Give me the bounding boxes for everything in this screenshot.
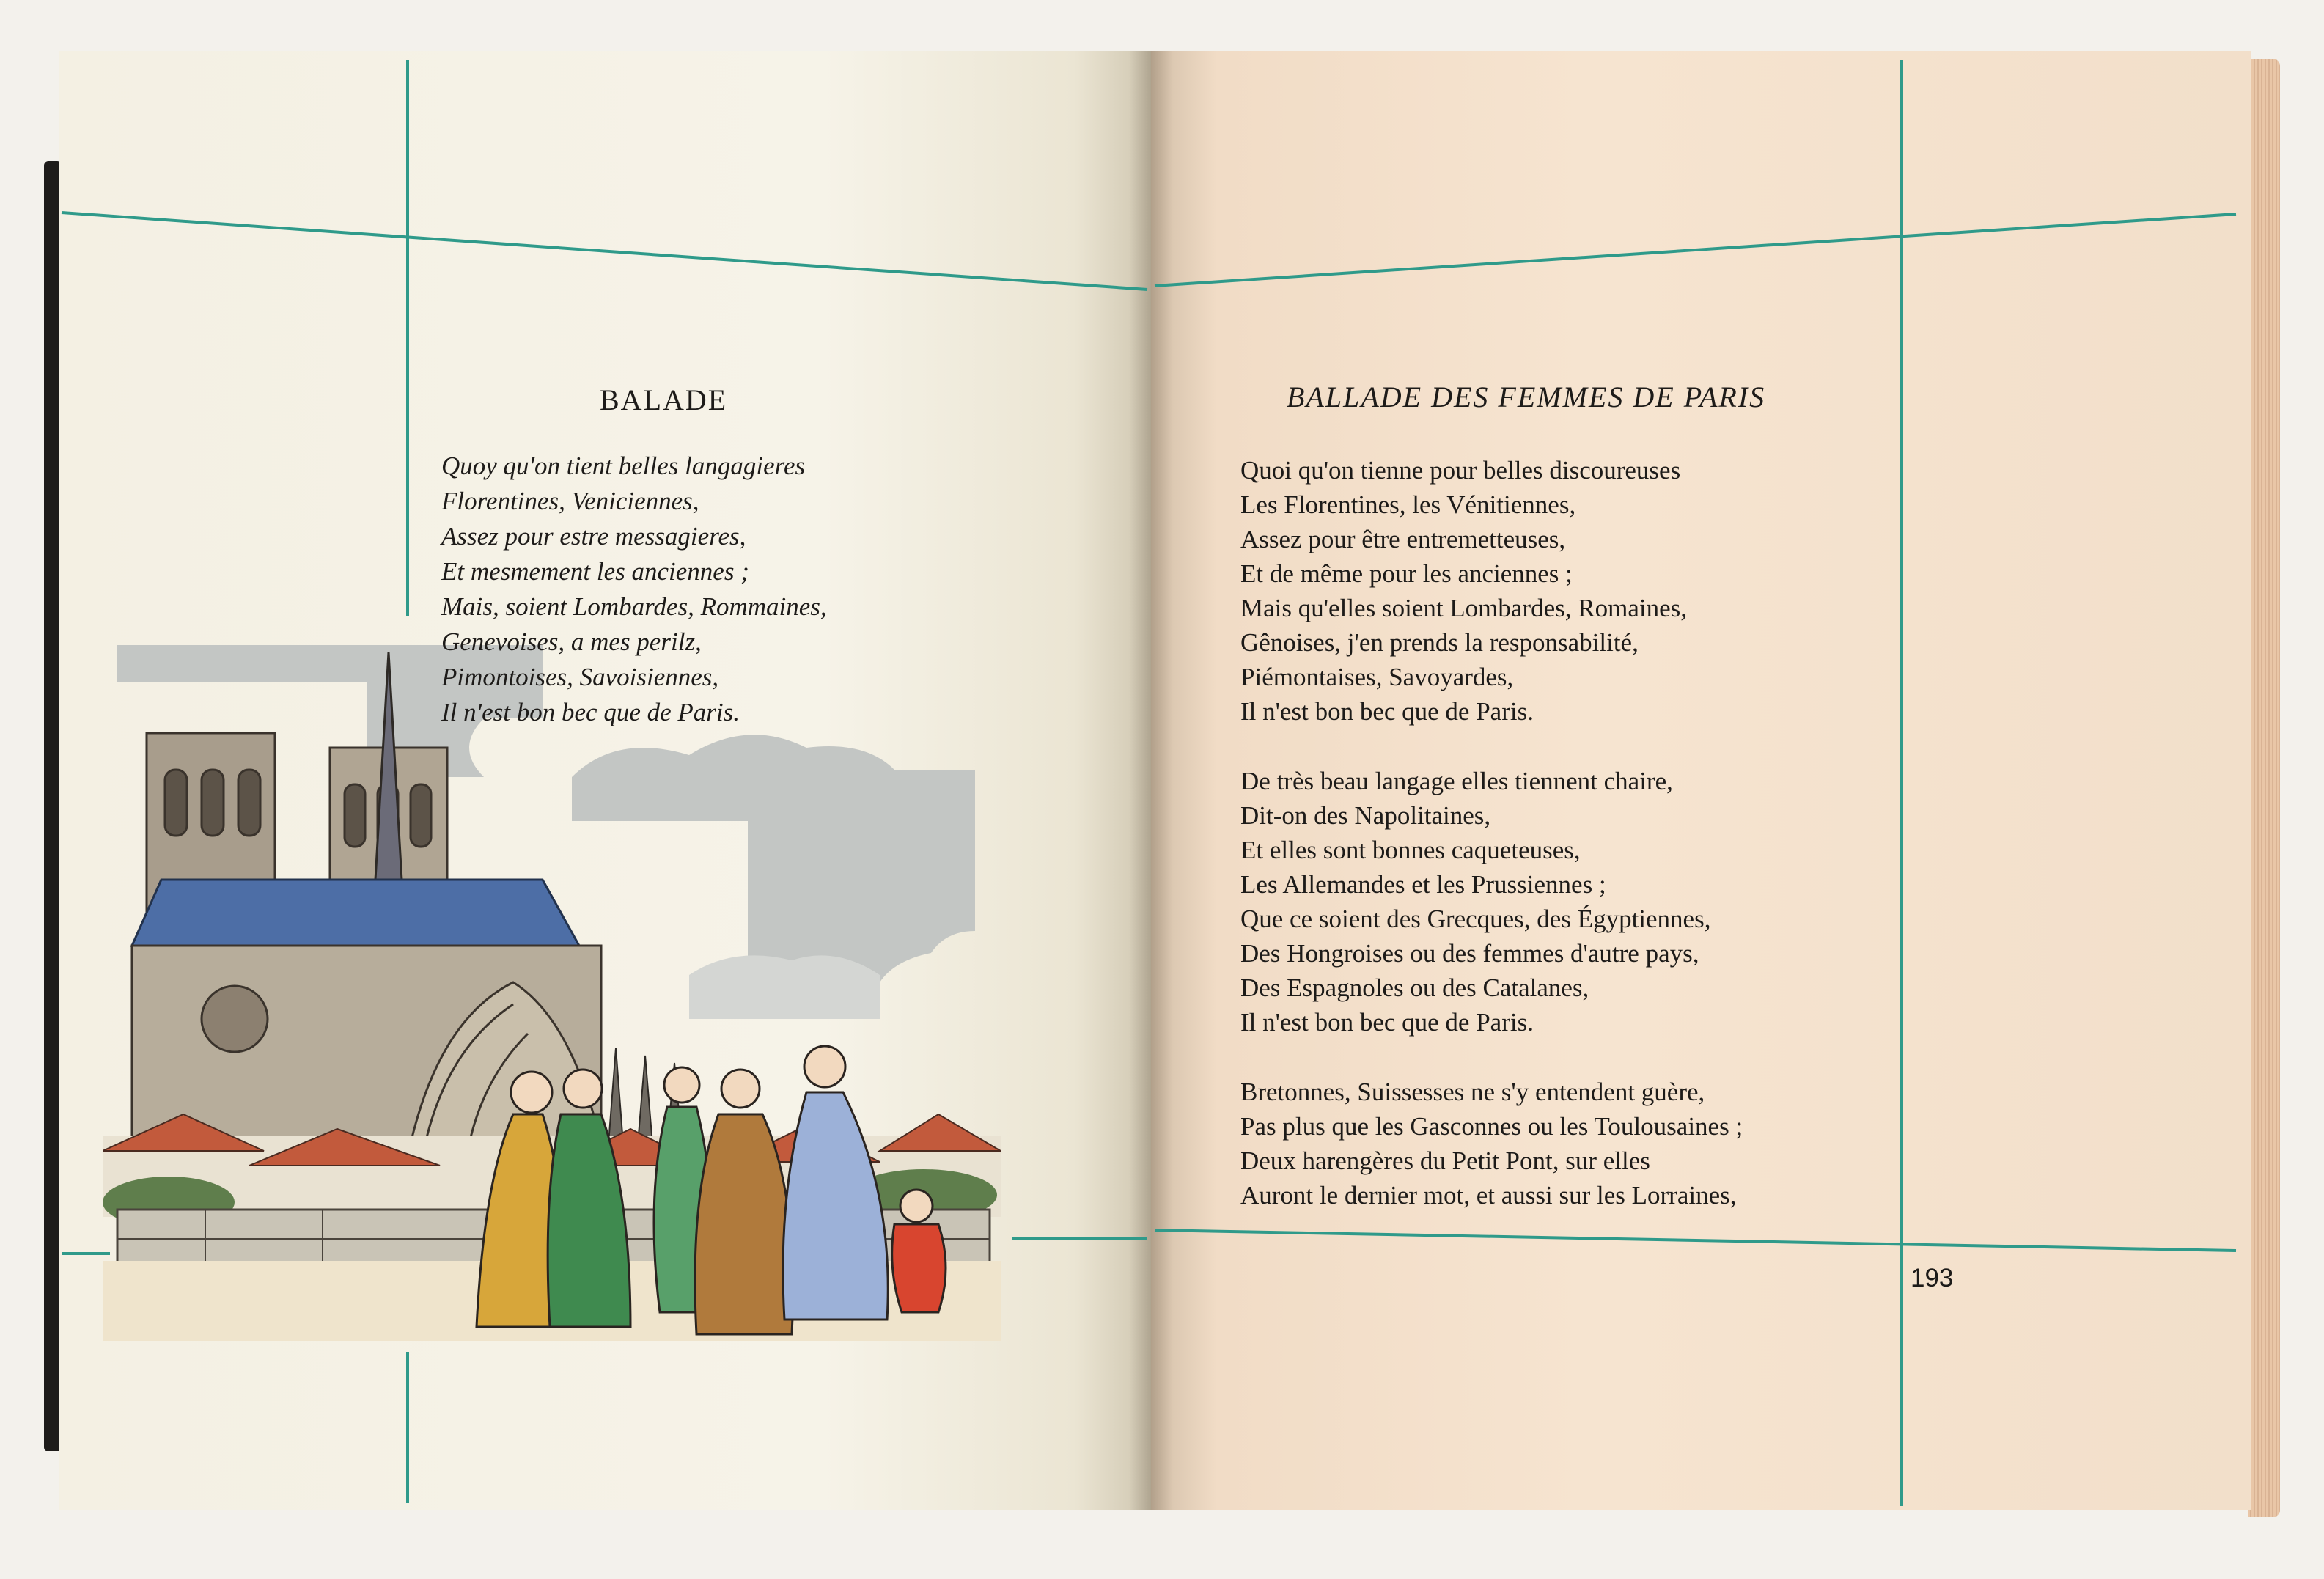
verse-line: Que ce soient des Grecques, des Égyptiennes, xyxy=(1240,905,1711,933)
verse-line: Et de même pour les anciennes ; xyxy=(1240,559,1573,588)
left-verse-stanza xyxy=(441,449,827,730)
tower-window xyxy=(202,770,224,836)
figure-head xyxy=(511,1072,552,1113)
figure-head xyxy=(664,1067,699,1103)
figure-head xyxy=(900,1190,933,1222)
guide-right-horizontal-top xyxy=(1155,214,2236,286)
verse-line: Il n'est bon bec que de Paris. xyxy=(1240,1008,1534,1037)
cloud-shape-right xyxy=(572,735,975,982)
verse-line: Des Espagnoles ou des Catalanes, xyxy=(1240,973,1589,1002)
verse-line: Et mesmement les anciennes ; xyxy=(441,557,749,586)
guide-right-horizontal-bottom xyxy=(1155,1230,2236,1251)
small-spire xyxy=(608,1048,623,1144)
notre-dame-scene-illustration xyxy=(103,638,1001,1341)
verse-line: Et elles sont bonnes caqueteuses, xyxy=(1240,836,1581,864)
verse-line: De très beau langage elles tiennent chaire, xyxy=(1240,767,1673,795)
figure-woman-blue xyxy=(783,1092,888,1319)
right-page-title: BALLADE DES FEMMES DE PARIS xyxy=(1287,380,1766,413)
verse-line: Mais qu'elles soient Lombardes, Romaines, xyxy=(1240,594,1687,622)
verse-line: Gênoises, j'en prends la responsabilité, xyxy=(1240,628,1639,657)
verse-line: Il n'est bon bec que de Paris. xyxy=(1240,697,1534,726)
left-page-title: BALADE xyxy=(600,383,728,416)
figure-head xyxy=(804,1046,845,1087)
verse-line: Dit-on des Napolitaines, xyxy=(1240,801,1491,830)
guide-left-horizontal-top xyxy=(62,213,1147,290)
small-spire xyxy=(638,1056,652,1144)
verse-line: Florentines, Veniciennes, xyxy=(441,487,699,515)
verse-line: Quoi qu'on tienne pour belles discoureuses xyxy=(1240,456,1681,485)
verse-line: Des Hongroises ou des femmes d'autre pays, xyxy=(1240,939,1699,968)
verse-line: Assez pour estre messagieres, xyxy=(441,522,746,551)
tower-window xyxy=(411,784,431,847)
verse-line: Quoy qu'on tient belles langagieres xyxy=(441,452,806,480)
stanza-2 xyxy=(1240,764,1710,1039)
stanza-1 xyxy=(1240,453,1687,729)
tower-window xyxy=(345,784,365,847)
cathedral-roof xyxy=(132,880,579,946)
cloud-shape-low xyxy=(689,955,880,1019)
stanza-3 xyxy=(1240,1075,1743,1212)
verse-line: Mais, soient Lombardes, Rommaines, xyxy=(441,592,827,621)
verse-line: Assez pour être entremetteuses, xyxy=(1240,525,1566,553)
page-number: 193 xyxy=(1911,1264,1954,1292)
figure-head xyxy=(564,1070,602,1108)
tower-window xyxy=(238,770,260,836)
verse-line: Deux harengères du Petit Pont, sur elles xyxy=(1240,1146,1650,1175)
verse-line: Pas plus que les Gasconnes ou les Toulousaines ; xyxy=(1240,1112,1743,1141)
verse-line: Piémontaises, Savoyardes, xyxy=(1240,663,1514,691)
verse-line: Genevoises, a mes perilz, xyxy=(441,627,702,656)
verse-line: Il n'est bon bec que de Paris. xyxy=(441,698,740,726)
figure-jester-red xyxy=(892,1224,946,1312)
rose-window xyxy=(202,986,268,1052)
verse-line: Pimontoises, Savoisiennes, xyxy=(441,663,719,691)
verse-line: Les Allemandes et les Prussiennes ; xyxy=(1240,870,1606,899)
verse-line: Auront le dernier mot, et aussi sur les Lorraines, xyxy=(1240,1181,1737,1210)
tower-window xyxy=(165,770,187,836)
verse-line: Bretonnes, Suissesses ne s'y entendent guère, xyxy=(1240,1078,1705,1106)
verse-line: Les Florentines, les Vénitiennes, xyxy=(1240,490,1576,519)
figure-head xyxy=(721,1070,760,1108)
house-roof xyxy=(880,1114,1001,1151)
